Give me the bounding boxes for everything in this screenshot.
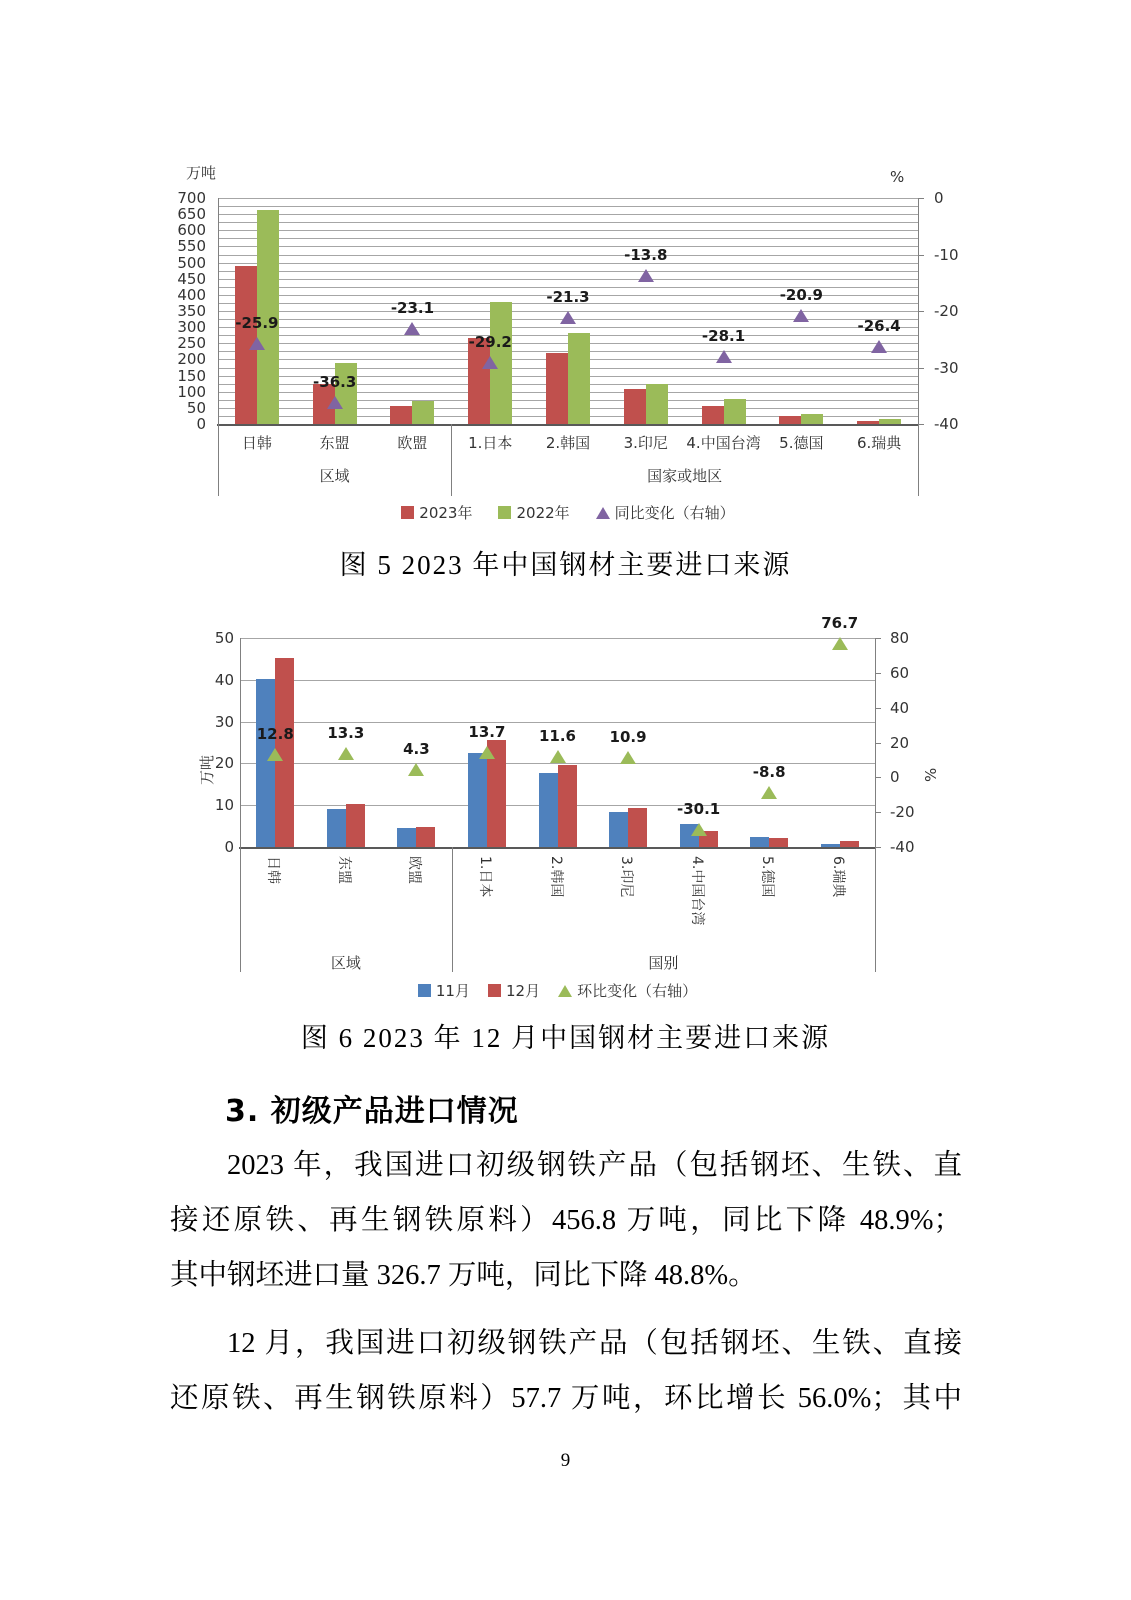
gridline	[218, 198, 918, 199]
legend-label: 环比变化（右轴）	[577, 982, 698, 1000]
gridline	[240, 722, 875, 723]
figure5-chart	[150, 160, 1030, 542]
left-axis-tick-label: 10	[214, 796, 234, 815]
bar-12月-东盟	[346, 804, 365, 847]
left-axis-tick-label: 0	[224, 838, 234, 856]
left-axis-unit-label: 万吨	[186, 164, 217, 182]
bar-12月-2.韩国	[558, 765, 577, 847]
marker-value-label: -36.3	[313, 373, 357, 392]
bar-11月-5.德国	[750, 837, 769, 847]
marker-triangle-日韩	[249, 337, 265, 350]
gridline	[218, 271, 918, 272]
bar-2022年-3.印尼	[646, 384, 668, 424]
category-label: 欧盟	[406, 856, 423, 884]
legend	[218, 502, 918, 523]
marker-triangle-1.日本	[482, 356, 498, 369]
gridline	[218, 263, 918, 264]
marker-value-label: 11.6	[538, 727, 576, 746]
section-heading: 3. 初级产品进口情况	[225, 1094, 519, 1129]
text-line: 接还原铁、再生钢铁原料）456.8 万吨，同比下降 48.9%；	[170, 1205, 962, 1236]
left-axis-tick-label: 50	[214, 629, 234, 647]
category-box-line	[452, 847, 453, 972]
gridline	[218, 230, 918, 231]
marker-value-label: -13.8	[624, 245, 668, 264]
bar-2022年-5.德国	[801, 414, 823, 424]
marker-value-label: -8.8	[752, 762, 786, 781]
marker-value-label: -21.3	[546, 288, 590, 307]
right-axis-tick-label: -20	[934, 302, 959, 320]
bar-12月-欧盟	[416, 827, 435, 847]
right-axis-tick	[918, 311, 924, 312]
bar-11月-3.印尼	[609, 812, 628, 847]
left-axis-tick-label: 100	[177, 382, 206, 401]
legend-item	[488, 980, 540, 1001]
right-axis-tick	[918, 368, 924, 369]
category-box-line	[218, 424, 219, 496]
right-axis-tick-label: -10	[934, 245, 959, 264]
marker-triangle-1.日本	[479, 746, 495, 759]
left-axis-tick-label: 650	[177, 205, 206, 224]
left-axis-tick-label: 20	[214, 754, 234, 773]
bar-11月-日韩	[256, 679, 275, 847]
left-axis-tick-label: 150	[177, 366, 206, 385]
bar-2022年-2.韩国	[568, 333, 590, 424]
marker-triangle-东盟	[338, 747, 354, 760]
left-axis-tick-label: 700	[177, 189, 206, 207]
bar-12月-3.印尼	[628, 808, 647, 847]
figure6-caption: 图 6 2023 年 12 月中国钢材主要进口来源	[300, 1023, 831, 1053]
axis-group-label: 国家或地区	[647, 467, 723, 485]
marker-value-label: -23.1	[390, 298, 435, 317]
right-axis-tick-label: -20	[890, 803, 915, 822]
category-label: 日韩	[265, 856, 282, 884]
bar-11月-欧盟	[397, 828, 416, 847]
text-line: 还原铁、再生钢铁原料）57.7 万吨，环比增长 56.0%；其中	[170, 1383, 962, 1414]
legend-item	[498, 502, 569, 523]
legend-item	[418, 980, 470, 1001]
marker-value-label: -28.1	[701, 326, 746, 345]
category-box-line	[918, 424, 919, 496]
left-axis-tick-label: 300	[177, 318, 206, 337]
gridline	[218, 238, 918, 239]
right-axis-tick-label: 60	[890, 663, 910, 682]
marker-triangle-5.德国	[761, 786, 777, 799]
marker-value-label: 76.7	[821, 613, 859, 632]
left-axis-tick-label: 0	[196, 415, 206, 433]
legend-swatch	[401, 506, 414, 519]
gridline	[218, 206, 918, 207]
category-label: 5.德国	[779, 434, 824, 452]
left-axis-tick-label: 200	[177, 350, 206, 369]
right-axis-tick-label: -40	[934, 415, 959, 433]
marker-value-label: -26.4	[857, 317, 901, 336]
left-axis-tick-label: 30	[214, 712, 234, 731]
category-label: 6.瑞典	[829, 856, 846, 898]
legend-marker-swatch	[558, 985, 572, 997]
category-label: 3.印尼	[618, 856, 635, 898]
marker-value-label: 13.7	[468, 723, 506, 742]
axis-group-label: 区域	[330, 954, 361, 972]
marker-value-label: -29.2	[468, 332, 512, 351]
left-axis-tick-label: 450	[177, 269, 206, 288]
gridline	[218, 255, 918, 256]
figure5-caption: 图 5 2023 年中国钢材主要进口来源	[339, 550, 792, 580]
axis-group-label: 区域	[319, 467, 350, 485]
marker-triangle-2.韩国	[560, 311, 576, 324]
marker-value-label: 12.8	[256, 725, 294, 744]
right-axis-tick	[918, 255, 924, 256]
marker-triangle-东盟	[327, 396, 343, 409]
marker-triangle-3.印尼	[638, 269, 654, 282]
axis-group-label: 国别	[648, 954, 679, 972]
bar-2023年-3.印尼	[624, 389, 646, 424]
bar-2023年-5.德国	[779, 416, 801, 424]
legend-label: 同比变化（右轴）	[614, 504, 735, 522]
page-number: 9	[560, 1450, 571, 1471]
legend-item	[401, 502, 472, 523]
right-axis-tick	[875, 743, 881, 744]
left-axis-tick-label: 500	[177, 253, 206, 272]
legend-label: 11月	[435, 982, 470, 1000]
text-line: 其中钢坯进口量 326.7 万吨，同比下降 48.8%。	[170, 1260, 757, 1291]
legend-item	[596, 502, 735, 523]
x-axis-line	[239, 847, 876, 849]
bar-11月-2.韩国	[539, 773, 558, 847]
text-line: 2023 年，我国进口初级钢铁产品（包括钢坯、生铁、直	[227, 1150, 962, 1181]
gridline	[240, 680, 875, 681]
category-label: 3.印尼	[623, 434, 668, 452]
marker-value-label: 4.3	[403, 739, 430, 758]
marker-triangle-日韩	[267, 748, 283, 761]
legend-label: 2023年	[419, 504, 473, 522]
marker-value-label: -30.1	[676, 799, 721, 818]
right-axis-unit-label: %	[922, 767, 940, 782]
right-axis-tick-label: 0	[890, 768, 900, 787]
gridline	[218, 222, 918, 223]
right-axis-tick	[875, 673, 881, 674]
category-box-line	[240, 847, 241, 972]
category-label: 2.韩国	[547, 856, 564, 898]
left-axis-tick-label: 40	[214, 670, 234, 689]
category-label: 欧盟	[397, 434, 428, 452]
category-box-line	[451, 424, 452, 496]
figure6-chart	[150, 600, 1030, 1012]
bar-11月-1.日本	[468, 753, 487, 847]
category-label: 日韩	[241, 434, 272, 452]
category-label: 东盟	[319, 434, 350, 452]
left-axis-tick-label: 400	[177, 285, 206, 304]
left-axis-tick-label: 550	[177, 237, 206, 256]
right-axis-tick-label: 80	[890, 629, 910, 647]
bar-12月-5.德国	[769, 838, 788, 847]
legend-label: 2022年	[516, 504, 570, 522]
gridline	[218, 214, 918, 215]
marker-triangle-6.瑞典	[871, 340, 887, 353]
marker-triangle-3.印尼	[620, 751, 636, 764]
right-axis-tick-label: -30	[934, 358, 959, 377]
legend	[240, 980, 875, 1001]
marker-value-label: -25.9	[235, 314, 279, 333]
marker-triangle-6.瑞典	[832, 637, 848, 650]
category-label: 6.瑞典	[856, 434, 902, 452]
marker-triangle-欧盟	[404, 322, 420, 335]
marker-triangle-4.中国台湾	[691, 823, 707, 836]
category-label: 5.德国	[759, 856, 776, 898]
bar-2023年-4.中国台湾	[702, 406, 724, 424]
left-axis-unit-label: 万吨	[198, 754, 216, 785]
marker-triangle-5.德国	[793, 309, 809, 322]
gridline	[218, 327, 918, 328]
legend-marker-swatch	[596, 507, 610, 519]
marker-triangle-4.中国台湾	[716, 350, 732, 363]
legend-swatch	[488, 984, 501, 997]
y-axis-line	[218, 198, 219, 424]
marker-value-label: 13.3	[327, 724, 365, 743]
legend-swatch	[418, 984, 431, 997]
category-box-line	[875, 847, 876, 972]
marker-value-label: 10.9	[609, 728, 647, 747]
left-axis-tick-label: 50	[186, 398, 206, 417]
x-axis-line	[217, 424, 919, 426]
right-axis-tick	[918, 198, 924, 199]
category-label: 1.日本	[468, 434, 513, 452]
category-label: 1.日本	[476, 856, 493, 898]
left-axis-tick-label: 250	[177, 334, 206, 353]
right-axis-tick-label: -40	[890, 838, 915, 856]
gridline	[240, 638, 875, 639]
bar-11月-东盟	[327, 809, 346, 847]
left-axis-tick-label: 600	[177, 221, 206, 240]
right-axis-tick-label: 40	[890, 698, 910, 717]
legend-item	[558, 980, 697, 1001]
right-axis-unit-label: %	[890, 168, 905, 186]
gridline	[218, 279, 918, 280]
bar-2022年-4.中国台湾	[724, 399, 746, 424]
category-label: 2.韩国	[545, 434, 591, 452]
right-axis-tick	[875, 638, 881, 639]
right-axis-tick	[875, 708, 881, 709]
bar-2023年-欧盟	[390, 406, 412, 424]
legend-swatch	[498, 506, 511, 519]
category-label: 4.中国台湾	[686, 434, 761, 452]
marker-value-label: -20.9	[779, 286, 823, 305]
marker-triangle-2.韩国	[550, 750, 566, 763]
bar-2022年-欧盟	[412, 401, 434, 424]
category-label: 东盟	[335, 856, 352, 884]
gridline	[218, 246, 918, 247]
bar-2023年-2.韩国	[546, 353, 568, 424]
category-label: 4.中国台湾	[688, 856, 705, 926]
paragraph-1	[170, 1138, 962, 1303]
paragraph-2	[170, 1316, 962, 1426]
left-axis-tick-label: 350	[177, 302, 206, 320]
right-axis-tick	[875, 777, 881, 778]
right-axis-tick-label: 0	[934, 189, 944, 207]
right-axis-tick-label: 20	[890, 733, 910, 752]
text-line: 12 月，我国进口初级钢铁产品（包括钢坯、生铁、直接	[227, 1328, 962, 1359]
legend-label: 12月	[505, 982, 541, 1000]
marker-triangle-欧盟	[408, 763, 424, 776]
right-axis-tick	[875, 812, 881, 813]
